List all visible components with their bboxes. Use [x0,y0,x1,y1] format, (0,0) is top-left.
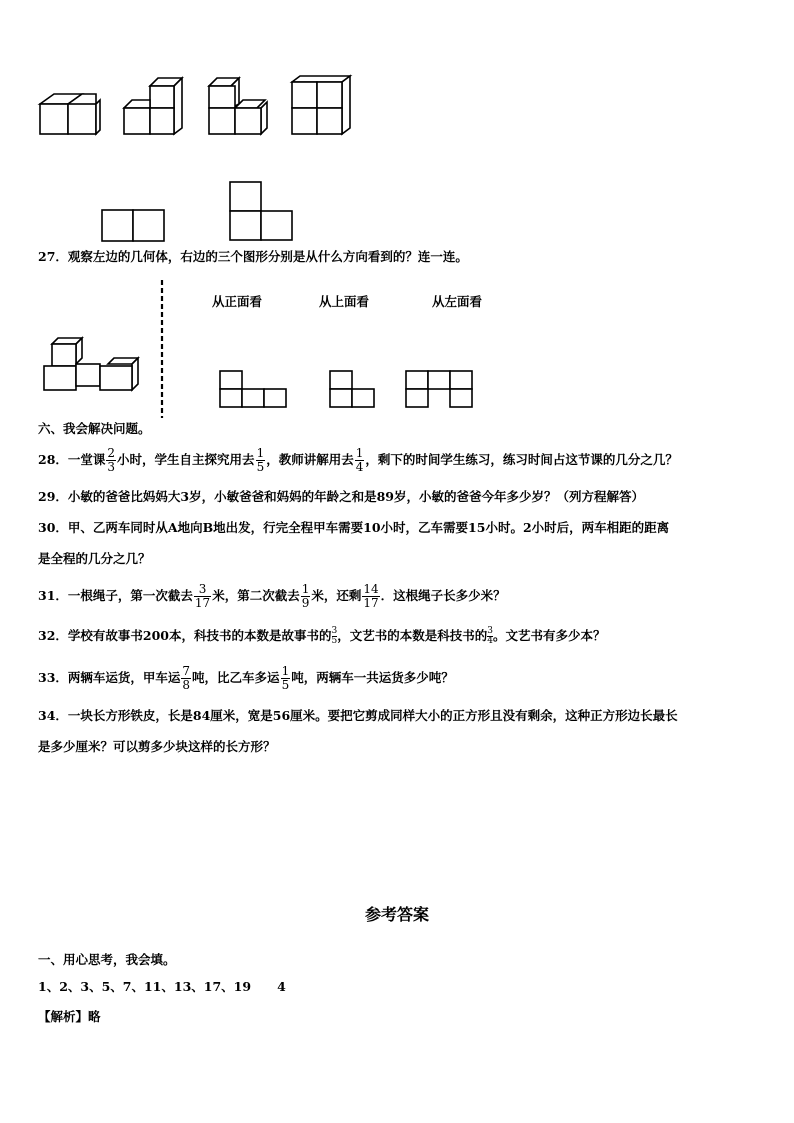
question-27: 27．观察左边的几何体，右边的三个图形分别是从什么方向看到的？连一连。 [38,249,468,264]
question-34-line-2: 是多少厘米？可以剪多少块这样的长方形？ [38,739,276,754]
q33-fraction-2: $\frac{1}{5}$ [281,664,290,692]
q33-text-1: 33．两辆车运货，甲车运 [38,670,181,685]
question-28 [38,446,678,474]
view-label-top: 从上面看 [319,294,370,309]
q32-text-1: 32．学校有故事书200本，科技书的本数是故事书的 [38,628,332,643]
cube-figure-1 [36,90,106,140]
q31-text-4: ．这根绳子长多少米？ [380,588,506,603]
q32-fraction-2: $\frac{3}{4}$ [487,626,493,646]
view-shape-1 [218,369,290,411]
question-30-line-1: 30．甲、乙两车同时从A地向B地出发，行完全程甲车需要10小时，乙车需要15小时。2小时后，两车相距的距离 [38,520,670,535]
answers-title: 参考答案 [364,905,429,924]
answer-1 [38,979,286,995]
question-32 [38,625,606,647]
q28-fraction-3: $\frac{1}{4}$ [355,446,364,474]
section-6-title: 六、我会解决问题。 [38,421,151,436]
question-33 [38,663,454,693]
question-31 [38,581,506,611]
question-29: 29．小敏的爸爸比妈妈大3岁，小敏爸爸和妈妈的年龄之和是89岁，小敏的爸爸今年多少岁？（列方程解答） [38,489,644,504]
plane-figure-two-squares [100,208,168,244]
q31-text-3: 米，还剩 [311,588,362,603]
q32-text-3: 。文艺书有多少本？ [492,628,606,643]
question-30-line-2: 是全程的几分之几？ [38,551,151,566]
answer-1-count: 4 [277,979,286,994]
q28-text-1: 28．一堂课 [38,452,106,467]
view-label-left: 从左面看 [432,294,483,309]
q31-fraction-3: $\frac{14}{17}$ [363,582,379,610]
q31-text-1: 31．一根绳子，第一次截去 [38,588,193,603]
q33-text-3: 吨，两辆车一共运货多少吨？ [291,670,454,685]
q32-text-2: ，文艺书的本数是科技书的 [337,628,488,643]
answers-section-1: 一、用心思考，我会填。 [38,952,176,967]
plane-figure-l-shape [228,180,296,244]
cube-figure-3 [205,74,275,140]
q28-text-4: ，剩下的时间学生练习，练习时间占这节课的几分之几？ [365,452,678,467]
q28-fraction-2: $\frac{1}{5}$ [256,446,265,474]
view-label-front: 从正面看 [212,294,263,309]
view-shape-2 [328,369,378,411]
q31-fraction-2: $\frac{1}{9}$ [301,582,310,610]
q28-text-2: 小时，学生自主探究用去 [117,452,255,467]
q31-text-2: 米，第二次截去 [212,588,300,603]
solid-figure-q27 [40,334,140,396]
q28-text-3: ，教师讲解用去 [266,452,354,467]
q32-fraction-1: $\frac{3}{5}$ [331,626,338,646]
q31-fraction-1: $\frac{3}{17}$ [194,582,211,610]
question-34-line-1: 34．一块长方形铁皮，长是84厘米，宽是56厘米。要把它剪成同样大小的正方形且没有剩余，这种正方形边长最长 [38,708,678,723]
dashed-divider [160,280,164,420]
cube-figure-2 [120,74,190,140]
q33-fraction-1: $\frac{7}{8}$ [182,664,191,692]
cube-figure-4 [288,72,358,140]
q28-fraction-1: $\frac{2}{3}$ [107,446,116,474]
answer-analysis: 【解析】略 [38,1009,101,1024]
q33-text-2: 吨，比乙车多运 [192,670,280,685]
view-shape-3 [404,369,476,411]
answer-1-primes: 1、2、3、5、7、11、13、17、19 [38,979,252,994]
